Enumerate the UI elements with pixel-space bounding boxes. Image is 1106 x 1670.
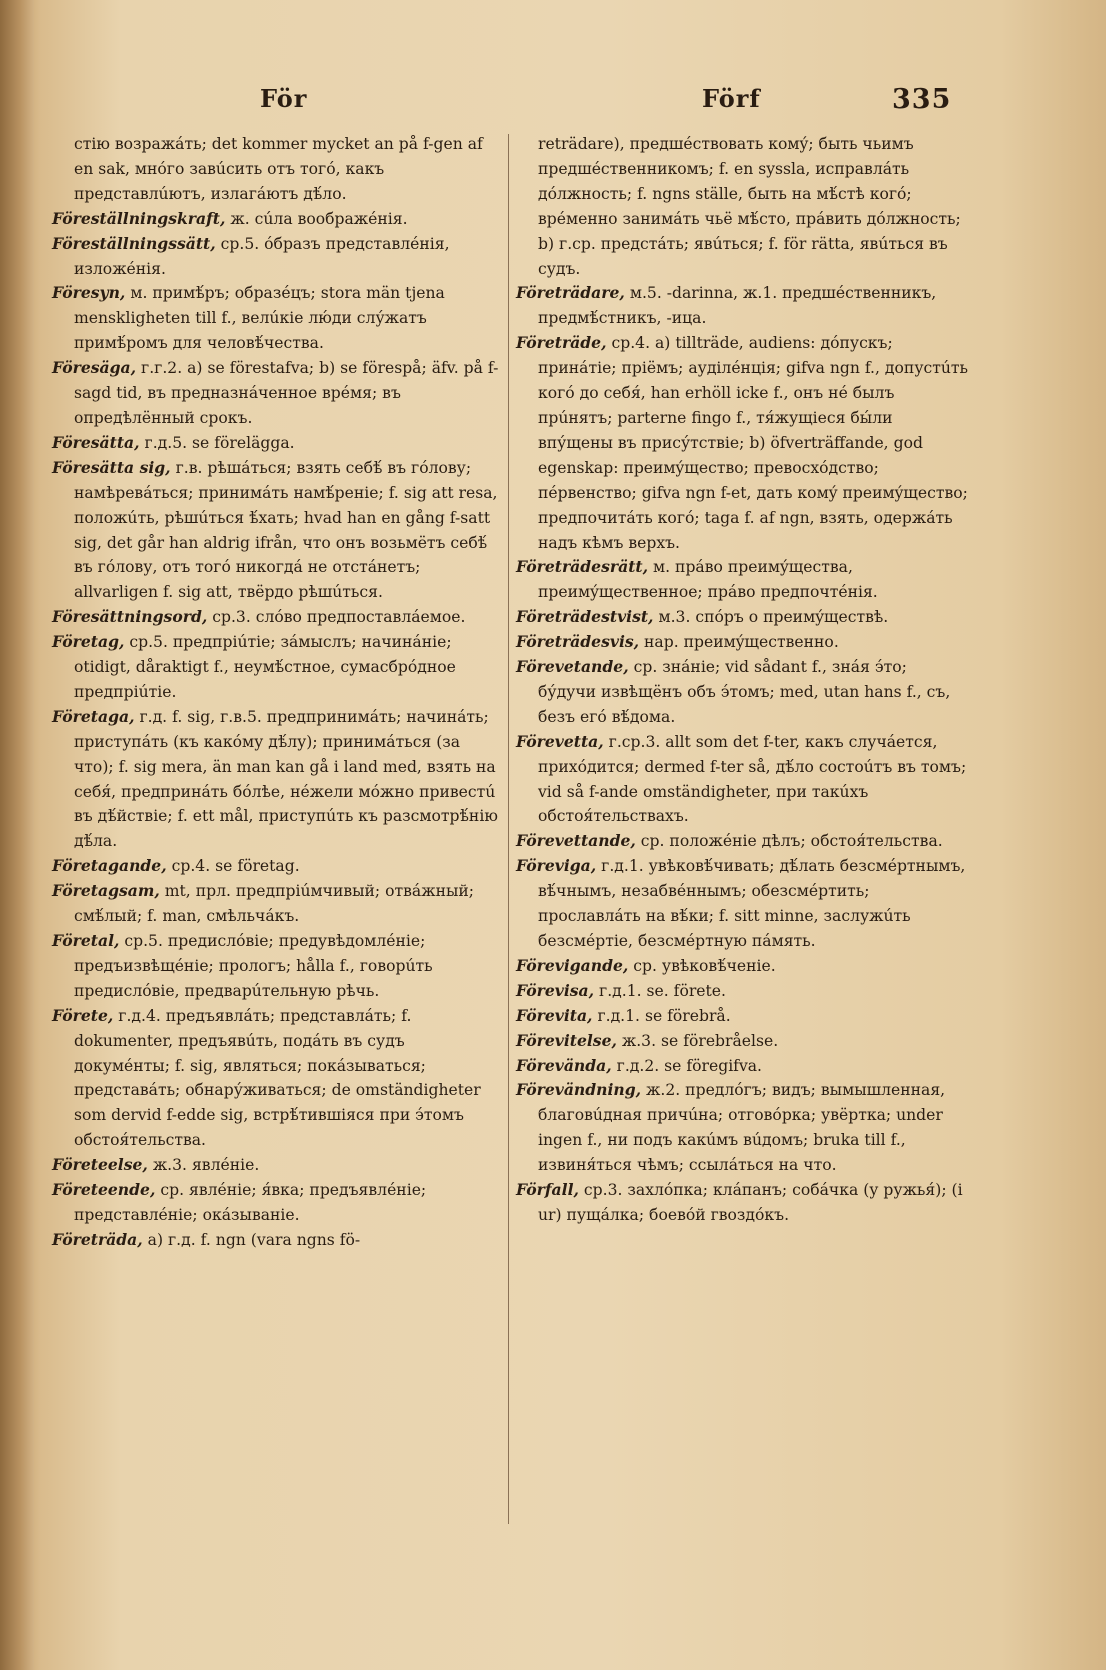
entry-definition: г.д.4. предъявлáть; представлáть; f. dokumenter, предъявúть, подáть въ судъ докумéнты; f. sig, являться; покáзываться; представáть; обнару́живаться; de omständigheter som dervid f-edde sig, встрѣ́тившіяся при э́томъ обстоя́тельства. bbox=[74, 1006, 481, 1150]
dictionary-entry bbox=[52, 879, 502, 929]
dictionary-entry bbox=[516, 1004, 968, 1029]
entry-headword: Föreställningssätt, bbox=[52, 233, 216, 253]
entry-definition: ср. положéніе дѣлъ; обстоя́тельства. bbox=[635, 832, 943, 851]
entry-definition: mt, прл. предпріúмчивый; отвáжный; смѣ́лый; f. man, смѣльчáкъ. bbox=[74, 882, 475, 926]
entry-headword: Föresäga, bbox=[52, 358, 137, 378]
page-number: 335 bbox=[892, 84, 952, 115]
entry-definition: ср.5. предпріúтіе; зáмыслъ; начинáніе; otidigt, dåraktigt f., неумѣ́стное, сумасбрóдное предпріúтіе. bbox=[74, 633, 456, 701]
entry-definition: г.д.2. se föregifva. bbox=[611, 1056, 763, 1075]
dictionary-entry bbox=[52, 356, 502, 431]
entry-headword: Förevita, bbox=[516, 1005, 593, 1025]
dictionary-entry bbox=[52, 605, 502, 630]
entry-headword: Förevändning, bbox=[516, 1080, 642, 1100]
column-divider bbox=[508, 134, 509, 1524]
dictionary-entry bbox=[516, 655, 968, 730]
dictionary-entry bbox=[52, 207, 502, 232]
entry-definition: г.д. f. sig, г.в.5. предпринимáть; начинáть; приступáть (къ какóму дѣ́лу); принимáться (за что); f. sig mera, än man kan gå i land med, взять на себя́, предпринáть бóлѣе, нéжели мóжно привестú въ дѣ́йствіе; f. ett mål, приступúть къ разсмотрѣ́нію дѣ́ла. bbox=[74, 707, 498, 851]
entry-continuation bbox=[516, 132, 968, 281]
header-right-guide-word: Förf bbox=[702, 84, 761, 113]
dictionary-entry bbox=[516, 1178, 968, 1228]
entry-headword: Förevettande, bbox=[516, 831, 636, 851]
dictionary-entry bbox=[52, 232, 502, 282]
entry-headword: Förevigande, bbox=[516, 955, 629, 975]
entry-definition: нар. преимýщественно. bbox=[639, 633, 839, 652]
dictionary-entry bbox=[52, 929, 502, 1004]
dictionary-entry bbox=[516, 1029, 968, 1054]
entry-headword: Föresätta, bbox=[52, 432, 140, 452]
entry-definition: г.г.2. a) se förestafva; b) se förespå; äfv. på f-sagd tid, въ предназнáченное врéмя; въ опредѣлённый срокъ. bbox=[74, 359, 499, 427]
entry-definition: г.д.1. se. förete. bbox=[594, 981, 726, 1000]
entry-definition: ж.2. предлóгъ; видъ; вымышленная, благовúдная причúна; отговóрка; увёртка; under ingen f., ни подъ какúмъ вúдомъ; bruka till f., извиня́ться чѣмъ; ссылáться на что. bbox=[538, 1081, 946, 1175]
dictionary-entry bbox=[516, 979, 968, 1004]
entry-definition: м.3. спóръ о преимýществѣ. bbox=[653, 608, 889, 627]
running-header bbox=[0, 84, 1106, 124]
dictionary-entry bbox=[52, 630, 502, 705]
entry-headword: Förete, bbox=[52, 1005, 114, 1025]
entry-headword: Företräde, bbox=[516, 333, 607, 353]
dictionary-entry bbox=[52, 456, 502, 605]
right-column bbox=[516, 132, 968, 1228]
dictionary-entry bbox=[52, 1178, 502, 1228]
dictionary-entry bbox=[516, 555, 968, 605]
dictionary-entry bbox=[516, 954, 968, 979]
dictionary-entry bbox=[516, 630, 968, 655]
entry-definition: г.д.1. se förebrå. bbox=[592, 1006, 731, 1025]
page-binding-edge bbox=[0, 0, 34, 1670]
entry-definition: reträdare), предшéствовать комý; быть чьимъ предшéственникомъ; f. en syssla, исправлáть дóлжность; f. ngns ställe, быть на мѣ́стѣ когó; врéменно занимáть чьё мѣ́сто, прáвить дóлжность; b) г.ср. предстáть; явúться; f. för rätta, явúться въ судъ. bbox=[538, 135, 961, 278]
entry-definition: г.в. рѣшáться; взять себѣ́ въ гóлову; намѣрeвáться; принимáть намѣ́реніе; f. sig att resa, положúть, рѣшúться ѣ́хать; hvad han en gång f-satt sig, det går han aldrig ifrån, что онъ возьмётъ себѣ́ въ гóлову, отъ тогó никогдá не отстáнетъ; allvarligen f. sig att, твёрдо рѣшúться. bbox=[74, 458, 498, 602]
entry-definition: г.ср.3. allt som det f-ter, какъ случáется, прихóдится; dermed f-ter så, дѣ́ло состоúтъ въ томъ; vid så f-ande omständigheter, при такúхъ обстоя́тельствахъ. bbox=[538, 732, 967, 826]
entry-definition: г.д.1. увѣковѣ́чивать; дѣ́лать безсмéртнымъ, вѣ́чнымъ, незабвéннымъ; обезсмéртить; прославлáть на вѣ́ки; f. sitt minne, заслужúть безсмéртіе, безсмéртную пáмять. bbox=[538, 857, 966, 950]
entry-definition: стію возражáть; det kommer mycket an på f-gen af en sak, мнóго завúсить отъ тогó, какъ представлúютъ, излагáютъ дѣ́ло. bbox=[74, 135, 483, 203]
entry-headword: Föreställningskraft, bbox=[52, 208, 226, 228]
entry-headword: Förevitelse, bbox=[516, 1030, 617, 1050]
dictionary-entry bbox=[516, 331, 968, 555]
entry-definition: ср.3. захлóпка; клáпанъ; собáчка (у ружья́); (i ur) пущáлка; боевóй гвоздóкъ. bbox=[538, 1181, 963, 1224]
entry-definition: ж.3. se förebråelse. bbox=[616, 1031, 779, 1050]
left-column bbox=[52, 132, 502, 1253]
entry-definition: ж. сúла воображéнія. bbox=[225, 209, 408, 228]
dictionary-entry bbox=[516, 829, 968, 854]
entry-definition: ср.4. se företag. bbox=[166, 857, 300, 876]
entry-headword: Förevetande, bbox=[516, 657, 629, 677]
entry-definition: ср.4. a) tillträde, audiens: дóпускъ; принáтіе; пріёмъ; ауділéнція; gifva ngn f., допустúть когó до себя́, han erhöll icke f., онъ нé былъ прúнятъ; parterne fingo f., тя́жущіеся бы́ли впу́щены въ прису́тствіе; b) öfverträffande, god egenskap: преимýщество; превосхóдство; пéрвенство; gifva ngn f-et, дать комý преимýщество; предпочитáть когó; taga f. af ngn, взять, одержáть надъ кѣмъ верхъ. bbox=[538, 334, 969, 552]
entry-definition: a) г.д. f. ngn (vara ngns fö- bbox=[142, 1230, 361, 1249]
entry-headword: Företaga, bbox=[52, 706, 135, 726]
dictionary-entry bbox=[516, 281, 968, 331]
dictionary-entry bbox=[52, 281, 502, 356]
entry-definition: г.д.5. se förelägga. bbox=[139, 433, 295, 452]
dictionary-entry bbox=[52, 705, 502, 854]
entry-headword: Förfall, bbox=[516, 1180, 579, 1200]
entry-headword: Företagsam, bbox=[52, 881, 160, 901]
dictionary-entry bbox=[516, 1078, 968, 1178]
dictionary-entry bbox=[52, 1004, 502, 1153]
dictionary-entry bbox=[52, 1228, 502, 1253]
entry-definition: м.5. -darinna, ж.1. предшéственникъ, предмѣ́стникъ, -ица. bbox=[538, 284, 937, 328]
dictionary-entry bbox=[516, 605, 968, 630]
entry-headword: Förevisa, bbox=[516, 980, 595, 1000]
dictionary-entry bbox=[516, 1054, 968, 1079]
entry-definition: ср.5. предислóвіе; предувѣдомлéніе; предъизвѣщéніе; прологъ; hålla f., говорúть предислóвіе, предварúтельную рѣчь. bbox=[74, 932, 433, 1000]
entry-definition: м. примѣ́ръ; образéцъ; stora män tjena menskligheten till f., велúкіе лю́ди слу́жатъ примѣ́ромъ для человѣ́чества. bbox=[74, 284, 445, 353]
dictionary-entry bbox=[52, 1153, 502, 1178]
entry-headword: Företrädestvist, bbox=[516, 607, 654, 627]
dictionary-entry bbox=[52, 431, 502, 456]
entry-headword: Företrädare, bbox=[516, 283, 625, 303]
header-left-guide-word: För bbox=[260, 84, 308, 113]
entry-definition: ср. увѣковѣ́ченіе. bbox=[628, 956, 776, 975]
entry-definition: ср.3. слóво предпоставлáемое. bbox=[207, 608, 466, 627]
entry-headword: Föresättningsord, bbox=[52, 607, 208, 627]
entry-headword: Företag, bbox=[52, 632, 125, 652]
entry-definition: ср. знáніе; vid sådant f., знáя э́то; бу́дучи извѣщёнъ объ э́томъ; med, utan hans f., съ, безъ егó вѣ́дома. bbox=[538, 658, 951, 726]
entry-headword: Företagande, bbox=[52, 856, 167, 876]
entry-headword: Företrädesvis, bbox=[516, 632, 640, 652]
dictionary-entry bbox=[516, 854, 968, 954]
entry-headword: Förevända, bbox=[516, 1055, 612, 1075]
entry-headword: Förevetta, bbox=[516, 731, 604, 751]
entry-headword: Föreviga, bbox=[516, 856, 597, 876]
entry-headword: Företal, bbox=[52, 931, 120, 950]
dictionary-entry bbox=[516, 730, 968, 830]
entry-headword: Föresätta sig, bbox=[52, 457, 171, 477]
entry-headword: Företrädesrätt, bbox=[516, 557, 649, 577]
entry-continuation bbox=[52, 132, 502, 207]
entry-definition: м. прáво преимýщества, преимýщественное; прáво предпочтéнія. bbox=[538, 558, 878, 602]
dictionary-entry bbox=[52, 854, 502, 879]
entry-definition: ср.5. óбразъ представлéнія, изложéнія. bbox=[74, 234, 450, 278]
entry-headword: Företeelse, bbox=[52, 1155, 148, 1175]
entry-headword: Föresyn, bbox=[52, 283, 126, 303]
entry-definition: ср. явлéніе; я́вка; предъявлéніе; представлéніе; окáзываніе. bbox=[74, 1181, 427, 1224]
entry-headword: Företeende, bbox=[52, 1180, 156, 1200]
entry-headword: Företräda, bbox=[52, 1229, 143, 1249]
entry-definition: ж.3. явлéніе. bbox=[147, 1156, 260, 1175]
